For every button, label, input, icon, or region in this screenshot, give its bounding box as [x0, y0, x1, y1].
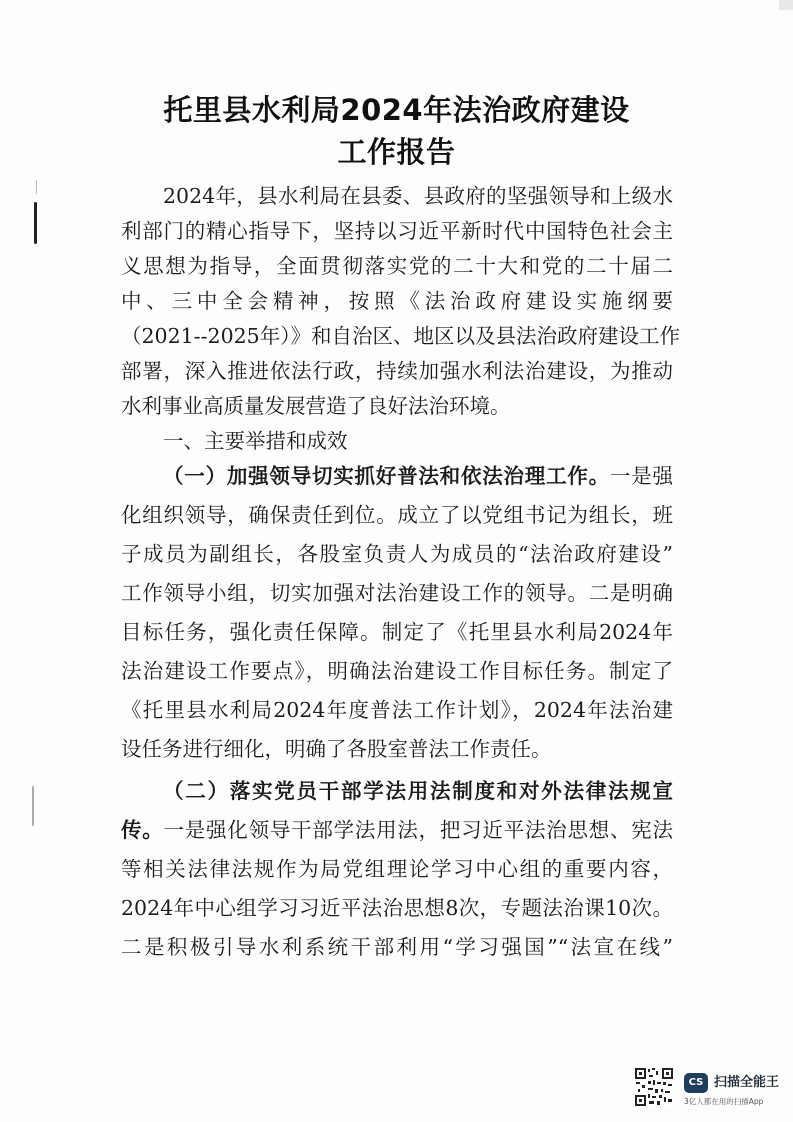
scanner-watermark	[634, 1067, 779, 1109]
body-line: 《托里县水利局2024年度普法工作计划》，2024年法治建	[121, 698, 673, 722]
camscanner-logo-icon: CS	[684, 1073, 708, 1093]
subsection-1-text: 一是强	[609, 464, 674, 488]
body-line: 设任务进行细化，明确了各股室普法工作责任。	[121, 737, 552, 761]
body-line: 法治建设工作要点》，明确法治建设工作目标任务。制定了	[121, 659, 673, 683]
margin-mark	[32, 786, 34, 826]
subsection-1-first-line	[163, 461, 673, 491]
document-title-line-1: 托里县水利局2024年法治政府建设	[163, 93, 630, 127]
section-heading: 一、主要举措和成效	[163, 429, 348, 453]
intro-line: 中、三中全会精神，按照《法治政府建设实施纲要	[121, 289, 673, 313]
intro-line: 水利事业高质量发展营造了良好法治环境。	[121, 394, 511, 418]
subsection-2-heading-end: 传。	[121, 818, 164, 842]
intro-line: （2021--2025年）》和自治区、地区以及县法治政府建设工作	[121, 324, 680, 348]
body-line: 等相关法律法规作为局党组理论学习中心组的重要内容，	[121, 857, 673, 881]
intro-line: 利部门的精心指导下，坚持以习近平新时代中国特色社会主	[121, 219, 673, 243]
scanner-brand-name: 扫描全能王	[714, 1075, 780, 1090]
body-line: 化组织领导，确保责任到位。成立了以党组书记为组长，班	[121, 503, 673, 527]
intro-line: 2024年，县水利局在县委、县政府的坚强领导和上级水	[163, 184, 673, 208]
subsection-2-heading: （二）落实党员干部学法用法制度和对外法律法规宣	[163, 779, 673, 803]
intro-line: 义思想为指导，全面贯彻落实党的二十大和党的二十届二	[121, 254, 673, 278]
qr-code-icon	[634, 1067, 674, 1107]
subsection-2-text: 一是强化领导干部学法用法，把习近平法治思想、宪法	[163, 818, 674, 842]
intro-line: 部署，深入推进依法行政，持续加强水利法治建设，为推动	[121, 359, 673, 383]
body-line: 2024年中心组学习习近平法治思想8次，专题法治课10次。	[121, 896, 673, 920]
scanner-tagline: 3亿人都在用的扫描App	[684, 1097, 764, 1106]
subsection-2-heading-line	[163, 776, 673, 806]
subsection-2-second-line	[121, 815, 673, 845]
scan-corner-artifact	[779, 0, 793, 10]
body-line: 二是积极引导水利系统干部利用“学习强国”“法宣在线”	[121, 935, 673, 959]
margin-mark	[36, 180, 37, 194]
document-title-line-2: 工作报告	[337, 135, 456, 169]
subsection-1-heading: （一）加强领导切实抓好普法和依法治理工作。	[163, 464, 610, 488]
body-line: 子成员为副组长，各股室负责人为成员的“法治政府建设”	[121, 542, 673, 566]
body-line: 目标任务，强化责任保障。制定了《托里县水利局2024年	[121, 620, 673, 644]
body-line: 工作领导小组，切实加强对法治建设工作的领导。二是明确	[121, 581, 673, 605]
margin-mark	[34, 202, 37, 244]
